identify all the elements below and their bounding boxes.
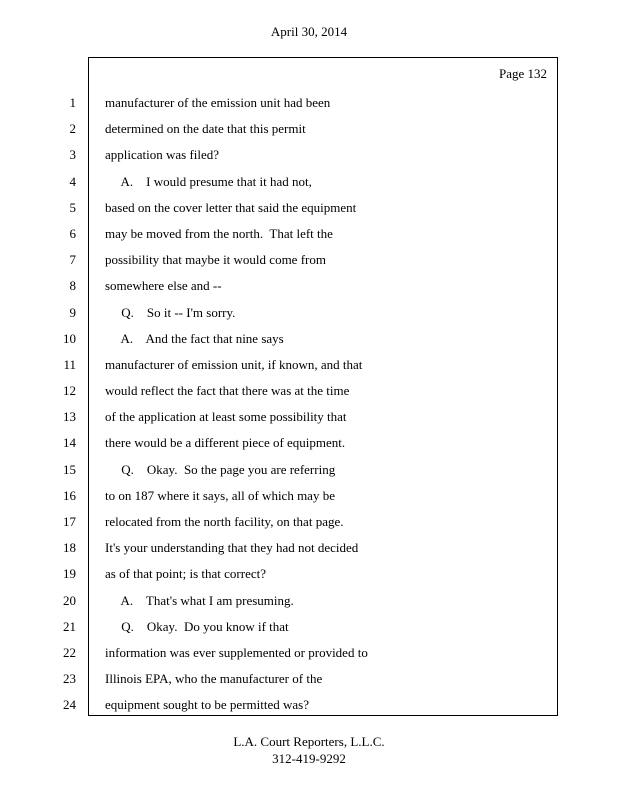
line-number: 9 (69, 304, 76, 320)
line-text: to on 187 where it says, all of which may be (105, 487, 335, 503)
transcript-line (0, 326, 618, 352)
transcript-line (0, 142, 618, 168)
line-text: Q. Okay. So the page you are referring (105, 461, 336, 477)
line-text: determined on the date that this permit (105, 121, 306, 137)
footer-phone: 312-419-9292 (272, 751, 346, 766)
line-number: 11 (63, 356, 76, 372)
line-text: of the application at least some possibility that (105, 409, 347, 425)
line-text: relocated from the north facility, on that page. (105, 514, 344, 529)
line-number: 8 (69, 278, 76, 294)
line-number: 10 (63, 330, 76, 346)
line-number: 1 (69, 95, 76, 110)
line-text: there would be a different piece of equipment. (105, 435, 346, 451)
transcript-line (0, 273, 618, 299)
line-number: 20 (63, 592, 76, 608)
line-text: equipment sought to be permitted was? (105, 697, 309, 713)
line-text: based on the cover letter that said the equipment (105, 199, 357, 215)
line-text: manufacturer of emission unit, if known, and that (105, 356, 363, 372)
line-number: 23 (63, 671, 76, 687)
line-text: A. And the fact that nine says (105, 330, 284, 346)
transcript-line (0, 535, 618, 561)
line-number: 19 (63, 566, 76, 582)
page-number-label: Page 132 (498, 66, 547, 81)
line-text: application was filed? (105, 147, 220, 163)
line-number: 18 (63, 540, 76, 556)
line-text: as of that point; is that correct? (105, 566, 267, 582)
footer (0, 733, 618, 767)
line-number: 13 (63, 409, 76, 425)
line-number: 2 (69, 121, 76, 137)
transcript-line (0, 457, 618, 483)
line-number: 22 (63, 644, 76, 660)
line-number: 7 (69, 252, 76, 268)
transcript-line (0, 300, 618, 326)
transcript-line (0, 352, 618, 378)
line-number: 5 (69, 199, 76, 215)
line-text: information was ever supplemented or provided to (105, 644, 368, 660)
transcript-line (0, 169, 618, 195)
footer-company: L.A. Court Reporters, L.L.C. (233, 734, 385, 749)
line-number: 21 (63, 618, 76, 634)
transcript-line (0, 195, 618, 221)
transcript-line (0, 509, 618, 535)
transcript-line (0, 588, 618, 614)
line-text: would reflect the fact that there was at the time (105, 383, 350, 399)
line-number: 6 (69, 225, 76, 241)
transcript-line (0, 692, 618, 718)
line-number: 14 (63, 435, 76, 451)
line-number: 4 (69, 173, 76, 189)
transcript-line (0, 404, 618, 430)
line-number: 24 (63, 697, 76, 713)
line-number: 15 (63, 461, 76, 477)
transcript-line (0, 640, 618, 666)
transcript-line (0, 430, 618, 456)
transcript-line (0, 614, 618, 640)
line-text: somewhere else and -- (105, 278, 222, 294)
line-text: It's your understanding that they had not decided (105, 540, 359, 556)
transcript-line (0, 221, 618, 247)
line-text: may be moved from the north. That left the (105, 225, 333, 241)
line-text: Illinois EPA, who the manufacturer of the (105, 671, 323, 687)
line-text: possibility that maybe it would come from (105, 252, 326, 268)
line-text: Q. Okay. Do you know if that (105, 618, 289, 634)
line-number: 17 (63, 514, 76, 529)
header-date: April 30, 2014 (270, 24, 348, 39)
line-text: A. I would presume that it had not, (105, 173, 312, 189)
transcript-line (0, 378, 618, 404)
line-number: 12 (63, 383, 76, 399)
transcript-line (0, 116, 618, 142)
line-text: A. That's what I am presuming. (105, 592, 294, 608)
transcript-line (0, 666, 618, 692)
line-number: 3 (69, 147, 76, 163)
line-number: 16 (63, 487, 76, 503)
transcript-line (0, 483, 618, 509)
line-text: manufacturer of the emission unit had been (105, 95, 331, 110)
transcript-line (0, 561, 618, 587)
transcript-line (0, 247, 618, 273)
transcript-lines (0, 90, 618, 719)
transcript-line (0, 90, 618, 116)
line-text: Q. So it -- I'm sorry. (105, 304, 236, 320)
